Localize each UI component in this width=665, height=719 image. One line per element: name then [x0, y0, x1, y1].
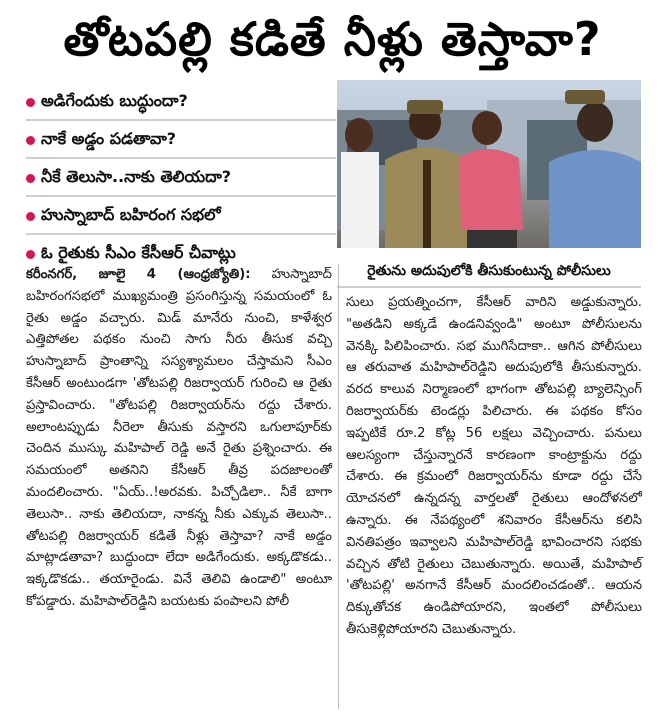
bullet-dot-icon: [26, 136, 35, 145]
divider: [26, 195, 336, 197]
dateline: కరీంనగర్, జూలై 4 (ఆంధ్రజ్యోతి):: [26, 267, 251, 282]
highlight-text: నీకే తెలుసా..నాకు తెలియదా?: [41, 166, 232, 186]
divider: [26, 157, 336, 159]
article-text: సులు ప్రయత్నించగా, కేసీఆర్ వారిని అడ్డుకున్నారు. "అతడిని అక్కడే ఉండనివ్వండి" అంటూ పోలీసులను వెనక్కి పిలిపించారు. సభ ముగిసేదాకా.. ఆగిన పోలీసులు ఆ తరువాత మహిపాల్‌రెడ్డిని అదుపులోకి తీసుకున్నారు. వరద కాలువ నిర్మాణంలో భాగంగా తోటపల్లి బ్యాలెన్సింగ్ రిజర్వాయర్‌కు టెండర్లు పిలిచారు. ఈ పథకం కోసం ఇప్పటికే రూ.2 కోట్ల 56 లక్షలు వెచ్చించారు. పనులు ఆలస్యంగా చేస్తున్నారనే కారణంగా కాంట్రాక్టును రద్దు చేశారు. ఈ క్రమంలో రిజర్వాయర్‌ను కూడా రద్దు చేసే యోచనలో ఉన్నదన్న వార్తలతో రైతులు ఆందోళనలో ఉన్నారు. ఈ నేపథ్యంలో శనివారం కేసీఆర్‌ను కలిసి వినతిపత్రం ఇవ్వాలని మహిపాల్‌రెడ్డి భావించారని సభకు వచ్చిన తోటి రైతులు చెబుతున్నారు. అయితే, మహిపాల్ 'తోటపల్లి' అనగానే కేసీఆర్ మందలించడంతో.. ఆయన దిక్కుతోచక ఉండిపోయారని, ఇంతలో పోలీసులు తీసుకెళ్లిపోయారని చెబుతున్నారు.: [346, 295, 642, 637]
headline: తోటపల్లి కడితే నీళ్లు తెస్తావా?: [63, 12, 602, 66]
photo-caption: రైతును అదుపులోకి తీసుకుంటున్న పోలీసులు: [337, 256, 641, 288]
article-text: హుస్నాబాద్ బహిరంగసభలో ముఖ్యమంత్రి ప్రసంగిస్తున్న సమయంలో ఓ రైతు అడ్డం వచ్చారు. మిడ్ మానేరు నుంచి, కాళేశ్వర ఎత్తిపోతల పథకం నుంచి సాగు నీరు తీసుక వచ్చి హుస్నాబాద్ ప్రాంతాన్ని సస్యశ్యామలం చేస్తామని సీఎం కేసీఆర్ అంటుండగా 'తోటపల్లి రిజర్వాయర్ గురించి ఆ రైతు ప్రస్తావించారు. "తోటపల్లి రిజర్వాయర్‌ను రద్దు చేశారు. అలాంటప్పుడు నీరెలా తీసుకు వస్తారని ఒగులాపూర్‌కు చెందిన ముస్కు మహిపాల్ రెడ్డి అనే రైతు ప్రశ్నించారు. ఈ సమయంలో అతనిని కేసీఆర్ తీవ్ర పదజాలంతో మందలించారు. "ఏయ్..!అరవకు. పిచ్చోడిలా.. నీకే బాగా తెలుసా.. నాకు తెలియదా, నాకన్న నీకు ఎక్కువ తెలుసా.. తోటపల్లి రిజర్వాయర్ కడితే నీళ్లు తెస్తావా? నాకే అడ్డం మాట్లాడతావా? బుద్ధుందా లేదా అడిగేందుకు. అక్కడొకడు.. ఇక్కడొకడు.. తయారైండు. వినే తెలివి ఉండాలి" అంటూ కోపడ్డారు. మహిపాల్‌రెడ్డిని బయటకు పంపాలని పోలీ: [26, 267, 332, 609]
highlight-point: [26, 198, 336, 234]
bullet-dot-icon: [26, 250, 35, 259]
highlight-point: [26, 160, 336, 196]
highlight-text: నాకే అడ్డం పడతావా?: [41, 128, 176, 148]
highlight-point: [26, 122, 336, 158]
divider: [26, 119, 336, 121]
article-column-right: [346, 292, 642, 641]
divider: [26, 233, 336, 235]
bullet-dot-icon: [26, 212, 35, 221]
bullet-dot-icon: [26, 174, 35, 183]
news-photo: [337, 80, 641, 248]
highlight-point: [26, 84, 336, 120]
column-divider: [338, 264, 339, 709]
police-detaining-farmer-image: [337, 80, 641, 248]
highlight-text: ఓ రైతుకు సీఎం కేసీఆర్ చీవాట్లు: [41, 242, 236, 262]
article-column-left: [26, 264, 332, 613]
highlight-text: హుస్నాబాద్ బహిరంగ సభలో: [41, 204, 221, 224]
highlight-text: అడిగేందుకు బుద్ధుందా?: [41, 90, 188, 110]
bullet-dot-icon: [26, 98, 35, 107]
highlight-points: [26, 84, 336, 274]
